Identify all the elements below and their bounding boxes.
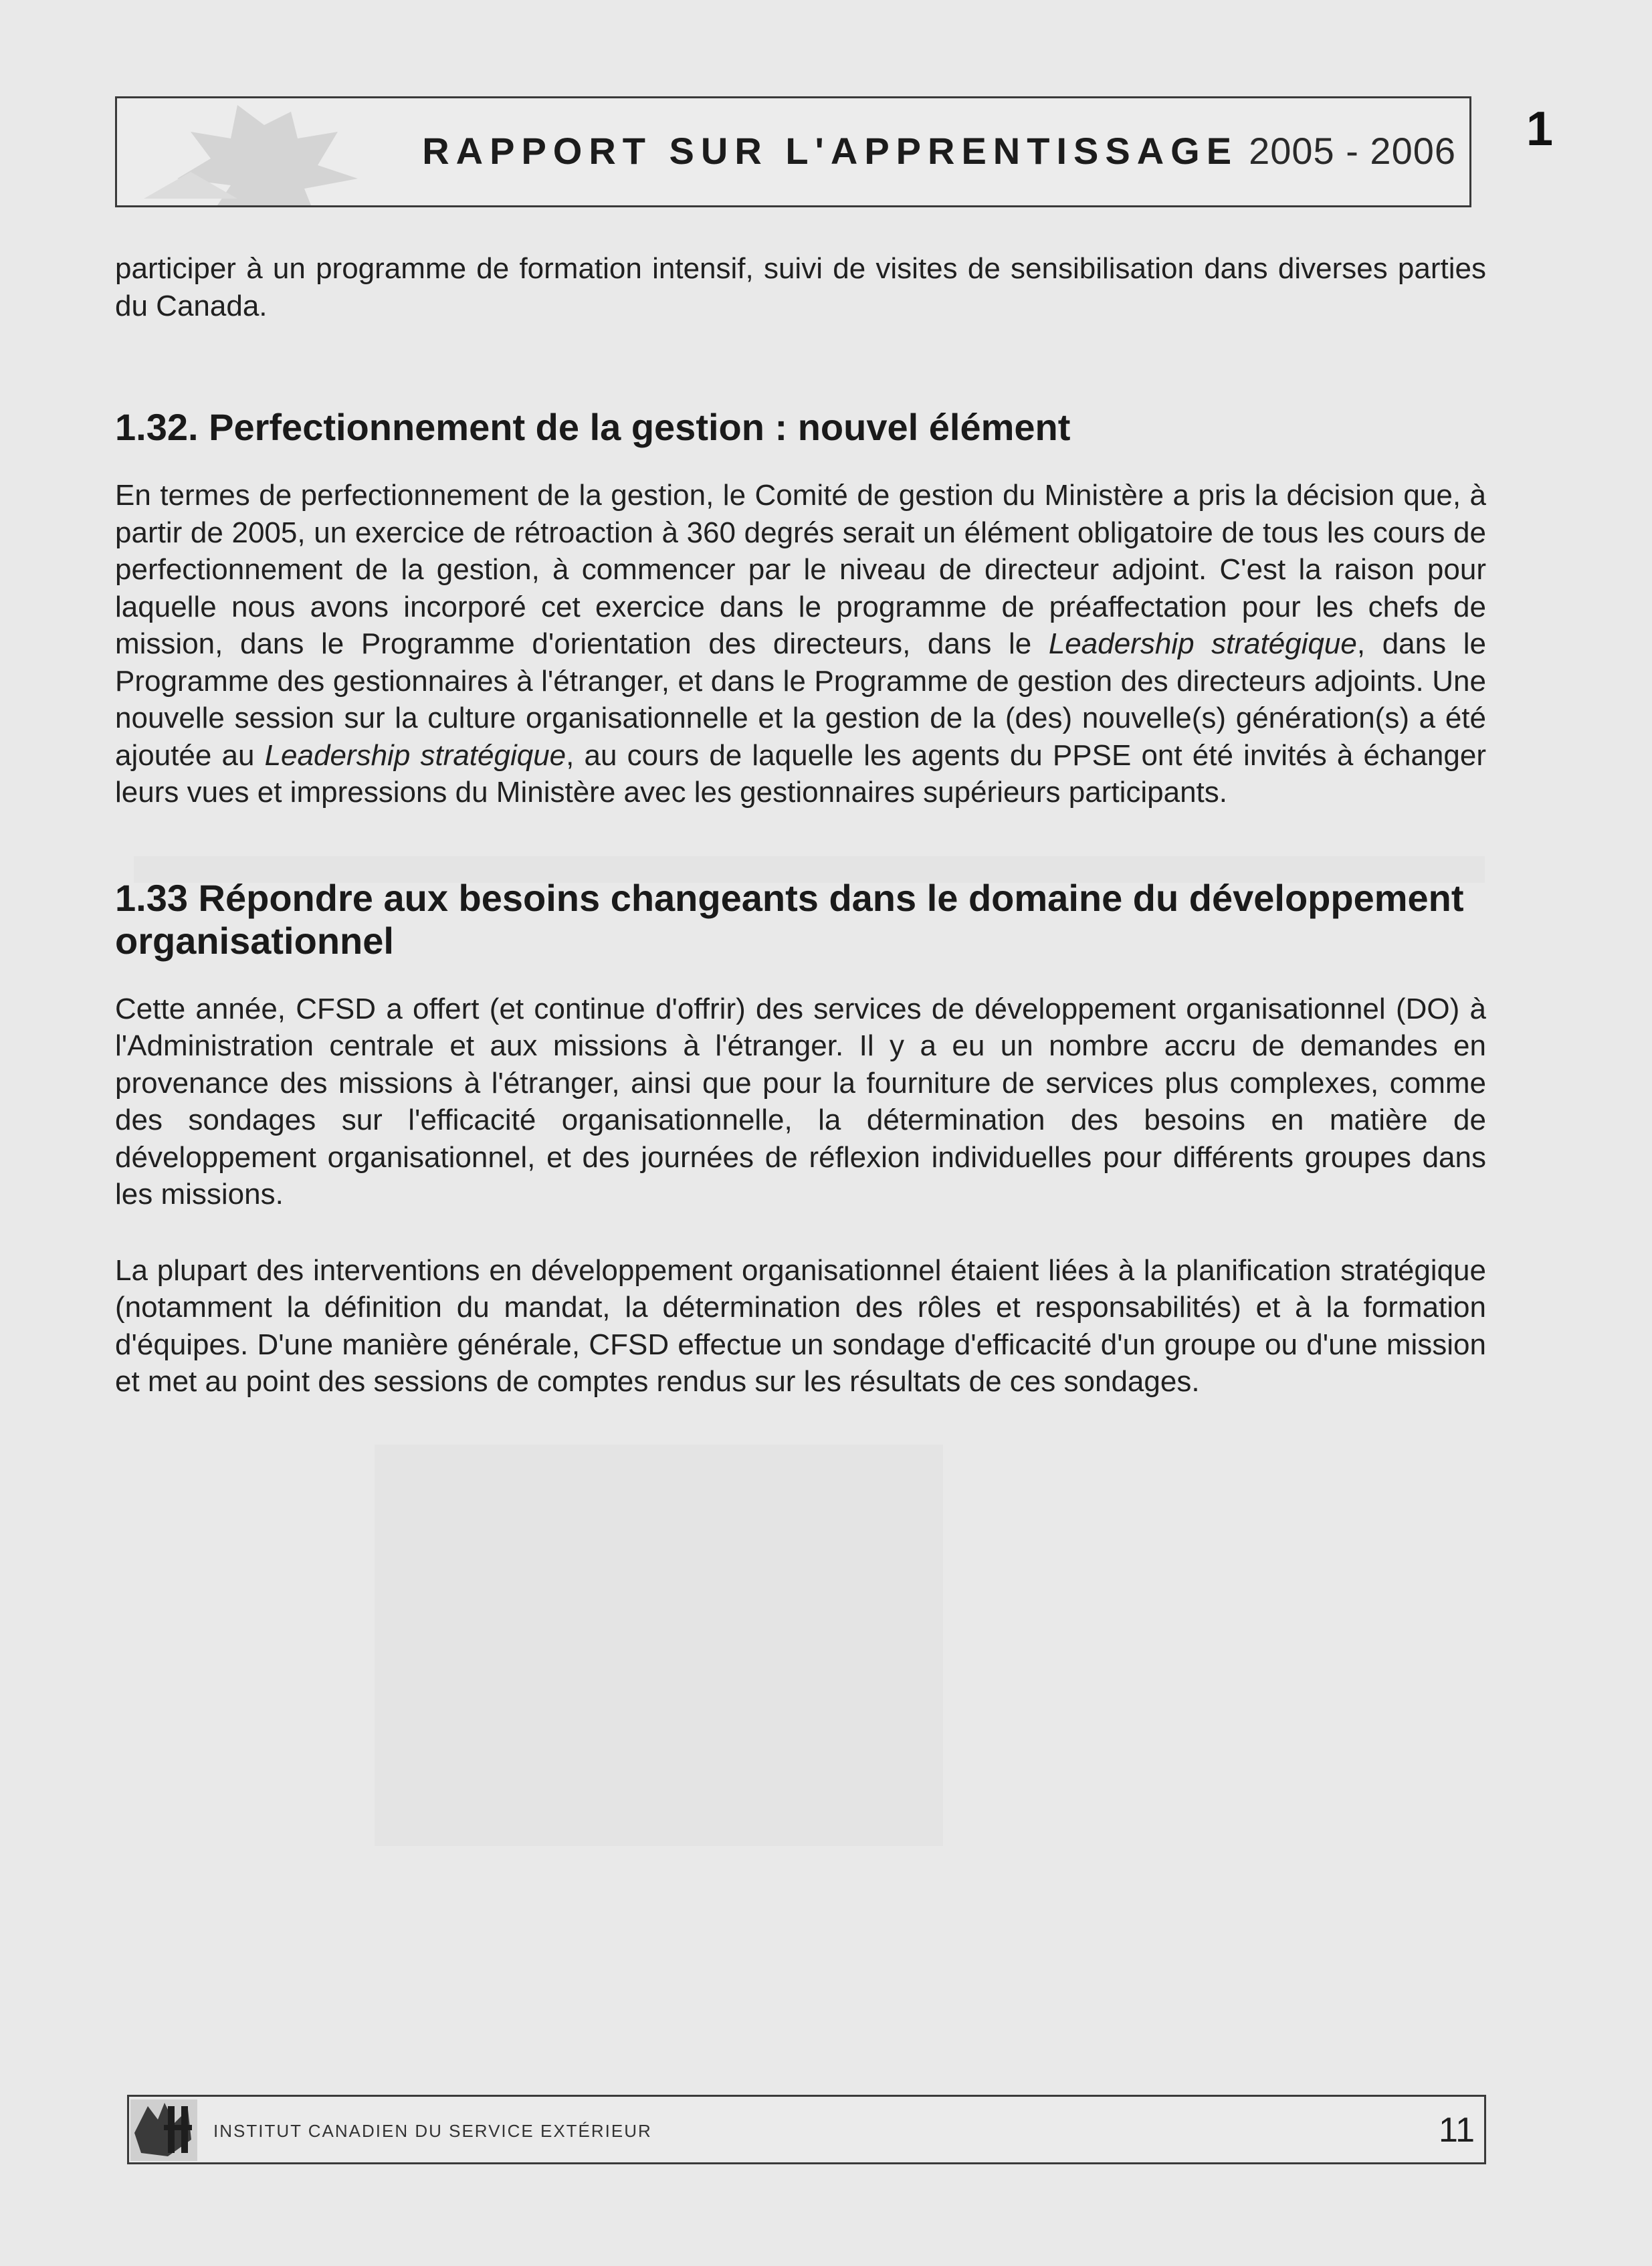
emphasis-text: Leadership stratégique (1048, 627, 1357, 660)
section-1-33-paragraph-2: La plupart des interventions en développement organisationnel étaient liées à la planification stratégique (notamment la définition du mandat, la détermination des rôles et responsabilités) et à la formation d'équipes. D'une manière générale, CFSD effectue un sondage d'efficacité d'un groupe ou d'une mission et met au point des sessions de comptes rendus sur les résultats de ces sondages. (115, 1253, 1486, 1398)
page-number: 11 (1439, 2111, 1475, 2150)
intro-paragraph: participer à un programme de formation intensif, suivi de visites de sensibilisation dans diverses parties du Canada. (115, 252, 1486, 322)
paragraph-text: En termes de perfectionnement de la gestion, le Comité de gestion du Ministère a pris la décision que, à partir de 2005, un exercice de rétroaction à 360 degrés serait un élément obligatoire de tous les cours de perfectionnement de la gestion, à commencer par le niveau de directeur adjoint. C'est la raison pour laquelle nous avons incorporé cet exercice dans le programme de préaffectation pour les chefs de mission, dans le Programme d'orientation des directeurs, dans le (115, 479, 1486, 660)
main-content (115, 250, 1486, 1401)
maple-leaf-watermark-icon (117, 98, 451, 205)
emphasis-text: Leadership stratégique (264, 738, 566, 772)
institute-logo-icon (128, 2093, 200, 2165)
report-years: 2005 - 2006 (1249, 130, 1456, 172)
paragraph-text: , dans le Programme des gestionnaires à l'étranger, et dans le Programme de gestion des directeurs adjoints. Une nouvelle session sur la culture organisationnelle et la gestion de la (des) nouvelle(s) génération(s) a été ajoutée au (115, 627, 1486, 772)
bleed-through-artifact (375, 1445, 943, 1846)
report-header (115, 96, 1471, 207)
institution-name: INSTITUT CANADIEN DU SERVICE EXTÉRIEUR (213, 2121, 652, 2141)
section-1-32-paragraph (115, 477, 1486, 811)
section-1-33-paragraph-1: Cette année, CFSD a offert (et continue d'offrir) des services de développement organisationnel (DO) à l'Administration centrale et aux missions à l'étranger. Il y a eu un nombre accru de demandes en provenance des missions à l'étranger, ainsi que pour la fourniture de services plus complexes, comme des sondages sur l'efficacité organisationnelle, la détermination des besoins en matière de développement organisationnel, et des journées de réflexion individuelles pour différents groupes dans les missions. (115, 992, 1486, 1211)
page-footer (127, 2095, 1486, 2164)
report-title (422, 129, 1456, 183)
section-heading-1-32: 1.32. Perfectionnement de la gestion : nouvel élément (115, 406, 1071, 448)
paragraph-text: , au cours de laquelle les agents du PPSE ont été invités à échanger leurs vues et impressions du Ministère avec les gestionnaires supérieurs participants. (115, 738, 1486, 809)
section-heading-1-33: 1.33 Répondre aux besoins changeants dans le domaine du développement organisationnel (115, 876, 1464, 962)
chapter-number: 1 (1526, 102, 1554, 156)
report-title-text: RAPPORT SUR L'APPRENTISSAGE (422, 130, 1239, 172)
